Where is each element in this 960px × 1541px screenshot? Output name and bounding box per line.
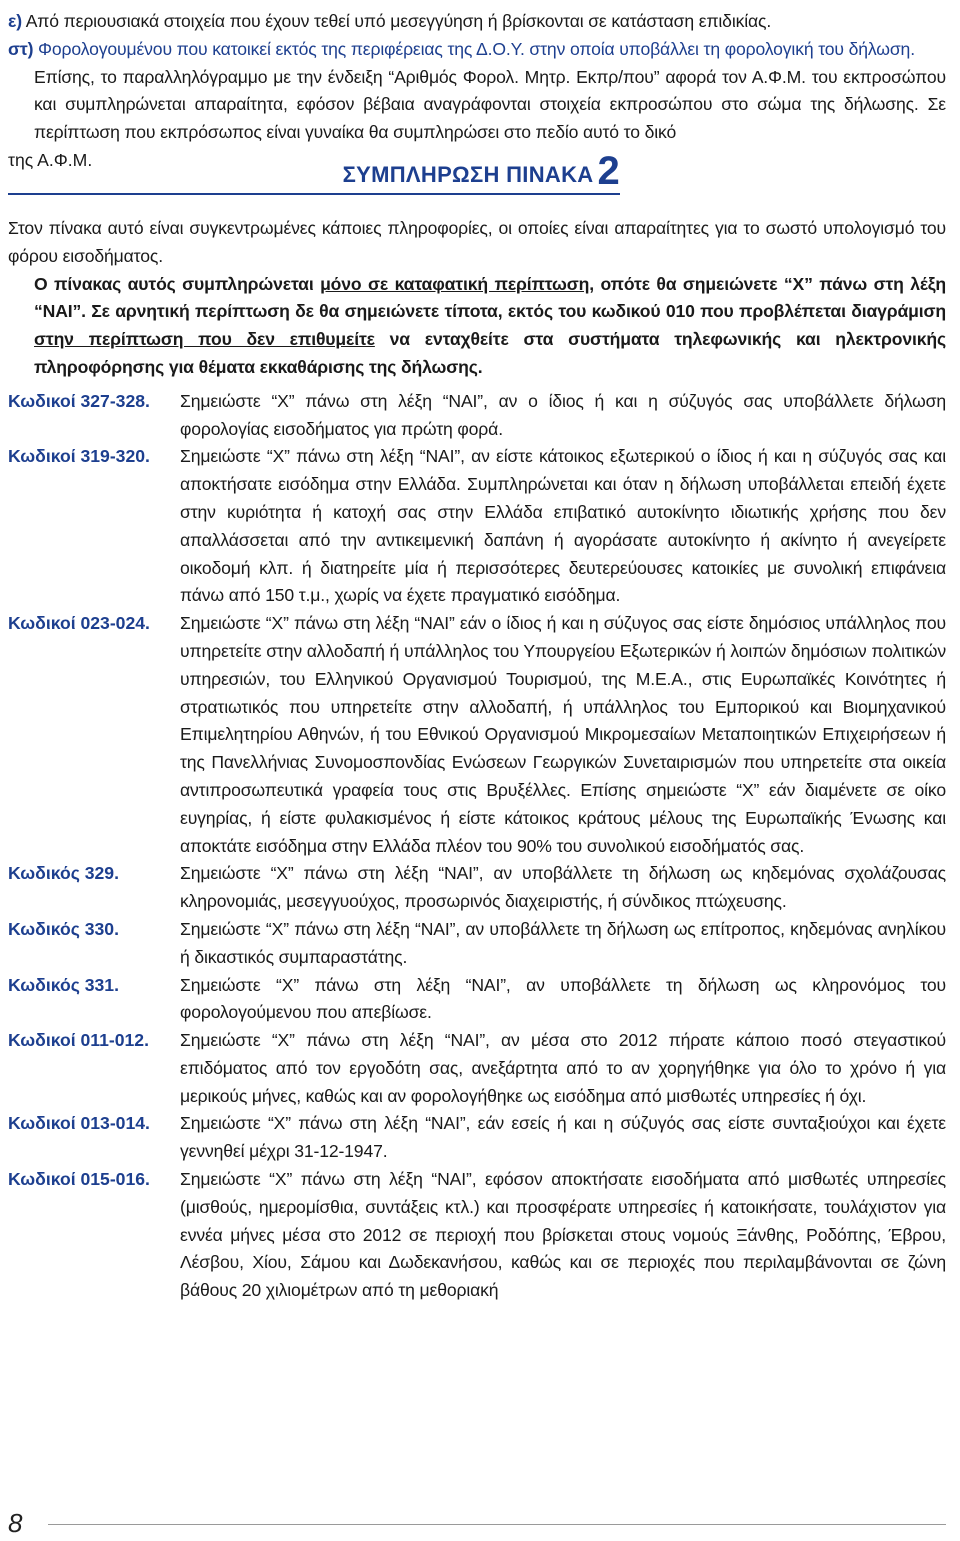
code-key: Κωδικοί 319-320. <box>8 446 150 467</box>
section-title-text: ΣΥΜΠΛΗΡΩΣΗ ΠΙΝΑΚΑ <box>342 161 594 187</box>
code-description: Σημειώστε “Χ” πάνω στη λέξη “ΝΑΙ” εάν ο ίδιος ή και η σύζυγος σας είστε δημόσιος υπάλληλος που υπηρετείτε στην αλλοδαπή ή υπάλληλος του Υπουργείου Εξωτερικών ή λοιπών δημόσιων πολιτικών υπηρεσιών, του Ελληνικού Οργανισμού Τουρισμού, της Μ.Ε.Α., στις Ευρωπαϊκές Κοινότητες ή στρατιωτικός που υπηρετείτε στην αλλοδαπή, ή υπάλληλος του Εμπορικού και Βιομηχανικού Επιμελητηρίου Αθηνών, ή του Εθνικού Οργανισμού Μικρομεσαίων Μεταποιητικών Επιχειρήσεων ή της Πανελλήνιας Συνομοσπονδίας Ενώσεων Γεωργικών Συνεταιρισμών που υπηρετείτε στα οικεία αντιπροσωπευτικά γραφεία τους στις Βρυξέλλες. Επίσης σημειώστε “Χ” εάν διαμένετε σε οίκο ευγηρίας, ή είστε φυλακισμένος ή είστε κάτοικος κράτους μέλους της Ευρωπαϊκής Ένωσης και αποκτάτε εισόδημα στην Ελλάδα πλέον του 90% του συνολικού εισοδήματός σας. <box>180 613 946 856</box>
representative-tail: της Α.Φ.Μ. <box>8 149 93 170</box>
code-key: Κωδικοί 015-016. <box>8 1169 150 1190</box>
code-key: Κωδικός 329. <box>8 863 119 884</box>
code-description: Σημειώστε “Χ” πάνω στη λέξη “ΝΑΙ”, αν υποβάλλετε τη δήλωση ως κληρονόμος του φορολογούμενου που απεβίωσε. <box>180 974 946 1023</box>
code-description: Σημειώστε “Χ” πάνω στη λέξη “ΝΑΙ”, εάν εσείς ή και η σύζυγός σας είστε συνταξιούχοι και έχετε γεννηθεί μέχρι 31-12-1947. <box>180 1113 946 1162</box>
code-key: Κωδικός 330. <box>8 918 119 939</box>
page-footer <box>8 1508 946 1538</box>
instructions-part-c: να ενταχθείτε στα συστήματα τηλεφωνικής και ηλεκτρονικής πληροφόρησης για θέματα εκκαθάρισης της δήλωσης. <box>34 329 947 377</box>
code-list <box>8 388 946 1305</box>
code-description: Σημειώστε “Χ” πάνω στη λέξη “ΝΑΙ”, αν υποβάλλετε τη δήλωση ως επίτροπος, κηδεμόνας ανηλίκου ή δικαστικός συμπαραστάτης. <box>180 918 946 967</box>
instructions-paragraph <box>8 271 946 382</box>
footer-rule <box>48 1524 946 1525</box>
instructions-part-a: Ο πίνακας αυτός συμπληρώνεται <box>34 273 321 294</box>
code-item <box>8 388 946 444</box>
code-item <box>8 972 946 1028</box>
page-content <box>8 8 946 1305</box>
instructions-underlined-b: στην περίπτωση που δεν επιθυμείτε <box>34 329 375 350</box>
code-item <box>8 1110 946 1166</box>
intro-paragraph: Στον πίνακα αυτό είναι συγκεντρωμένες κάποιες πληροφορίες, οι οποίες είναι απαραίτητες για το σωστό υπολογισμό του φόρου εισοδήματος. <box>8 217 946 266</box>
item-e-text: Από περιουσιακά στοιχεία που έχουν τεθεί υπό μεσεγγύηση ή βρίσκονται σε κατάσταση επιδικίας. <box>21 11 772 31</box>
instructions-part-b: , οπότε θα σημειώνετε “Χ” πάνω στη λέξη “ΝΑΙ”. Σε αρνητική περίπτωση δε θα σημειώνετε τίποτα, εκτός του κωδικού 010 που προβλέπεται διαγράμιση <box>34 273 946 322</box>
section-title-rule <box>8 147 620 195</box>
code-item <box>8 916 946 972</box>
item-st-text: Φορολογουμένου που κατοικεί εκτός της περιφέρειας της Δ.Ο.Υ. στην οποία υποβάλλει τη φορολογική του δήλωση. <box>33 38 915 59</box>
code-item <box>8 443 946 610</box>
section-title <box>342 148 620 193</box>
item-st <box>8 36 946 64</box>
code-description: Σημειώστε “Χ” πάνω στη λέξη “ΝΑΙ”, αν υποβάλλετε τη δήλωση ως κηδεμόνας σχολάζουσας κληρονομιάς, μεσεγγυούχος, προσωρινός διαχειριστής, ή σύνδικος πτώχευσης. <box>180 863 946 912</box>
section-title-number: 2 <box>597 148 620 193</box>
code-item <box>8 610 946 860</box>
section-header <box>8 147 946 195</box>
code-key: Κωδικοί 013-014. <box>8 1113 150 1134</box>
code-description: Σημειώστε “Χ” πάνω στη λέξη “ΝΑΙ”, εφόσον αποκτήσατε εισοδήματα από μισθωτές υπηρεσίες (μισθούς, ημερομίσθια, συντάξεις κτλ.) και προσφέρατε υπηρεσίες ή κατοικήσατε, τουλάχιστον για εννέα μήνες μέσα στο 2012 σε περιοχή που βρίσκεται στους νομούς Ξάνθης, Ροδόπης, Έβρου, Λέσβου, Χίου, Σάμου και Δωδεκανήσου, καθώς και σε περιοχές που περιλαμβάνονται σε ζώνη βάθους 20 χιλιομέτρων από τη μεθοριακή <box>180 1169 946 1301</box>
code-key: Κωδικοί 023-024. <box>8 613 150 634</box>
code-item <box>8 1166 946 1305</box>
instructions-underlined-a: μόνο σε καταφατική περίπτωση <box>320 273 590 294</box>
item-st-label: στ) <box>8 38 34 59</box>
code-description: Σημειώστε “Χ” πάνω στη λέξη “ΝΑΙ”, αν μέσα στο 2012 πήρατε κάποιο ποσό στεγαστικού επιδόματος από τον εργοδότη σας, ανεξάρτητα από το αν χορηγήθηκε για όλο το χρόνο ή για μερικούς μήνες, καθώς και αν φορολογήθηκε ως εισόδημα από μισθωτές υπηρεσίες ή όχι. <box>180 1030 946 1106</box>
code-item <box>8 860 946 916</box>
code-key: Κωδικός 331. <box>8 974 119 995</box>
page-number: 8 <box>8 1508 23 1538</box>
item-e-label: ε) <box>8 11 22 31</box>
code-description: Σημειώστε “Χ” πάνω στη λέξη “ΝΑΙ”, αν είστε κάτοικος εξωτερικού ο ίδιος ή και η σύζυγός σας και αποκτήσατε εισόδημα στην Ελλάδα. Συμπληρώνεται και όταν η δήλωση υποβάλλεται επειδή έχετε στην κυριότητα ή κατοχή σας στην Ελλάδα επιβατικό αυτοκίνητο ιδιωτικής χρήσης που δεν απαλλάσσεται από την αντικειμενική δαπάνη ή αγοράσατε αυτοκίνητο ή ακίνητο ή ανεγείρετε οικοδομή κλπ. ή διατηρείτε μία ή περισσότερες δευτερεύουσες κατοικίες με συνολική επιφάνεια πάνω από 150 τ.μ., χωρίς να έχετε πραγματικό εισόδημα. <box>180 446 946 606</box>
code-description: Σημειώστε “Χ” πάνω στη λέξη “ΝΑΙ”, αν ο ίδιος ή και η σύζυγός σας υποβάλλετε δήλωση φορολογίας εισοδήματος για πρώτη φορά. <box>180 390 946 439</box>
code-key: Κωδικοί 327-328. <box>8 390 150 411</box>
representative-paragraph: Επίσης, το παραλληλόγραμμο με την ένδειξη “Αριθμός Φορολ. Μητρ. Εκπρ/που” αφορά τον Α.Φ.Μ. του εκπροσώπου και συμπληρώνεται απαραίτητα, εφόσον βέβαια αναγράφονται στοιχεία εκπροσώπου στο σώμα της δήλωσης. Σε περίπτωση που εκπρόσωπος είναι γυναίκα θα συμπληρώσει στο πεδίο αυτό το δικό <box>34 66 946 143</box>
code-item <box>8 1027 946 1110</box>
code-key: Κωδικοί 011-012. <box>8 1030 149 1051</box>
item-e <box>8 8 946 36</box>
